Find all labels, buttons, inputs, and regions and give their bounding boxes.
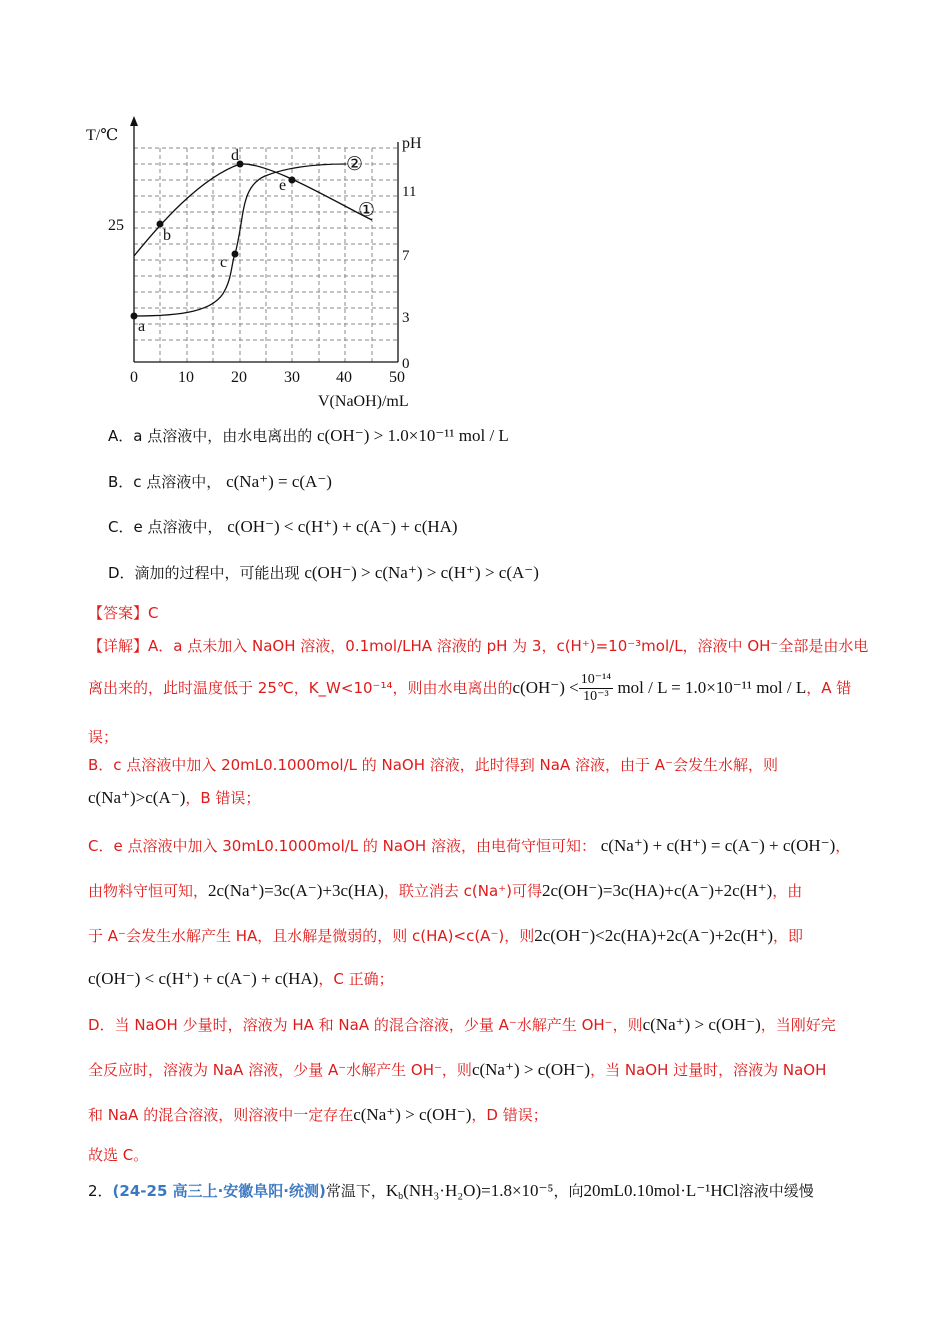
x-tick-50: 50 [389,369,405,386]
detail-a-line1: 【详解】A．a 点未加入 NaOH 溶液，0.1mol/LHA 溶液的 pH 为 3，c(H⁺)=10⁻³mol/L，溶液中 OH⁻全部是由水电 [88,637,869,655]
detail-c-line2: 由物料守恒可知，2c(Na⁺)=3c(A⁻)+3c(HA)，联立消去 c(Na⁺)可得2c(OH⁻)=3c(HA)+c(A⁻)+2c(H⁺)，由 [88,881,803,900]
detail-c-line4: c(OH⁻) < c(H⁺) + c(A⁻) + c(HA)，C 正确； [88,969,394,988]
y-right-label: pH [402,135,422,152]
detail-a-line2: 离出来的，此时温度低于 25℃，K_W<10⁻¹⁴，则由水电离出的 c(OH⁻) < $\frac{\text{10⁻¹⁴}}{\text{10⁻³}}$ mol / L = 1.0×10⁻¹¹ mol / L ，A 错 [88,671,852,704]
point-e [289,177,296,184]
question-2: 2．(24-25 高三上·安徽阜阳·统测)常温下，$K_b(NH_3\cdot H_2O)=1.8\times 10^{-5}$，向20mL0.10mol·L⁻¹HCl溶液中缓慢 [88,1181,814,1202]
curve-label-2: ② [346,154,364,175]
detail-b-line1: B．c 点溶液中加入 20mL0.1000mol/L 的 NaOH 溶液，此时得到 NaA 溶液，由于 A⁻会发生水解，则 [88,756,778,774]
detail-d-line3: 和 NaA 的混合溶液，则溶液中一定存在c(Na⁺) > c(OH⁻)，D 错误； [88,1105,548,1124]
detail-a-line3: 误； [88,728,119,746]
option-b [108,471,332,493]
label-c: c [220,254,228,271]
x-tick-30: 30 [284,369,300,386]
y-left-label: T/℃ [86,127,119,144]
point-a [131,313,138,320]
option-c [108,516,458,538]
option-d-prefix: D．滴加的过程中，可能出现 [108,564,300,582]
right-tick-11: 11 [402,184,417,200]
detail-conclusion: 故选 C。 [88,1146,149,1164]
x-tick-0: 0 [130,369,138,386]
option-b-prefix: B．c 点溶液中， [108,473,222,491]
question-2-number: 2． [88,1182,113,1200]
fraction: $\frac{\text{10⁻¹⁴}}{\text{10⁻³}}$ [580,671,612,704]
answer-label: 【答案】 [88,604,149,622]
x-tick-20: 20 [231,369,247,386]
option-d-expr: c(OH⁻) > c(Na⁺) > c(H⁺) > c(A⁻) [304,563,539,582]
right-tick-0: 0 [402,356,410,372]
detail-d-line1: D．当 NaOH 少量时，溶液为 HA 和 NaA 的混合溶液，少量 A⁻水解产生 OH⁻，则c(Na⁺) > c(OH⁻)，当刚好完 [88,1015,836,1034]
label-d: d [231,147,239,164]
right-tick-7: 7 [402,248,410,264]
option-c-expr: c(OH⁻) < c(H⁺) + c(A⁻) + c(HA) [227,517,458,536]
question-2-source: (24-25 高三上·安徽阜阳·统测) [112,1182,326,1200]
label-a: a [138,318,146,335]
option-a-expr: c(OH⁻) > 1.0×10⁻¹¹ mol / L [317,426,509,445]
x-axis-label: V(NaOH)/mL [318,393,409,410]
label-e: e [279,177,287,194]
answer-line [88,602,159,624]
detail-c-line3: 于 A⁻会发生水解产生 HA，且水解是微弱的，则 c(HA)<c(A⁻)，则2c(OH⁻)<2c(HA)+2c(A⁻)+2c(H⁺)，即 [88,926,804,945]
curve-label-1: ① [358,200,376,221]
label-b: b [163,227,171,244]
detail-c-line1: C．e 点溶液中加入 30mL0.1000mol/L 的 NaOH 溶液，由电荷守恒可知： c(Na⁺) + c(H⁺) = c(A⁻) + c(OH⁻)， [88,836,851,855]
detail-label: 【详解】 [88,637,149,655]
detail-d-line2: 全反应时，溶液为 NaA 溶液，少量 A⁻水解产生 OH⁻，则c(Na⁺) > c(OH⁻)，当 NaOH 过量时，溶液为 NaOH [88,1060,827,1079]
right-tick-3: 3 [402,310,410,326]
x-tick-10: 10 [178,369,194,386]
detail-b-line2: c(Na⁺)>c(A⁻)，B 错误； [88,788,261,807]
option-d [108,562,539,584]
answer-value: C [148,604,159,622]
option-a-prefix: A．a 点溶液中，由水电离出的 [108,427,313,445]
option-c-prefix: C．e 点溶液中， [108,518,223,536]
titration-figure [80,112,440,412]
option-a [108,425,509,447]
option-b-expr: c(Na⁺) = c(A⁻) [226,472,332,491]
point-c [232,251,239,258]
left-tick-25: 25 [108,217,124,234]
x-tick-40: 40 [336,369,352,386]
